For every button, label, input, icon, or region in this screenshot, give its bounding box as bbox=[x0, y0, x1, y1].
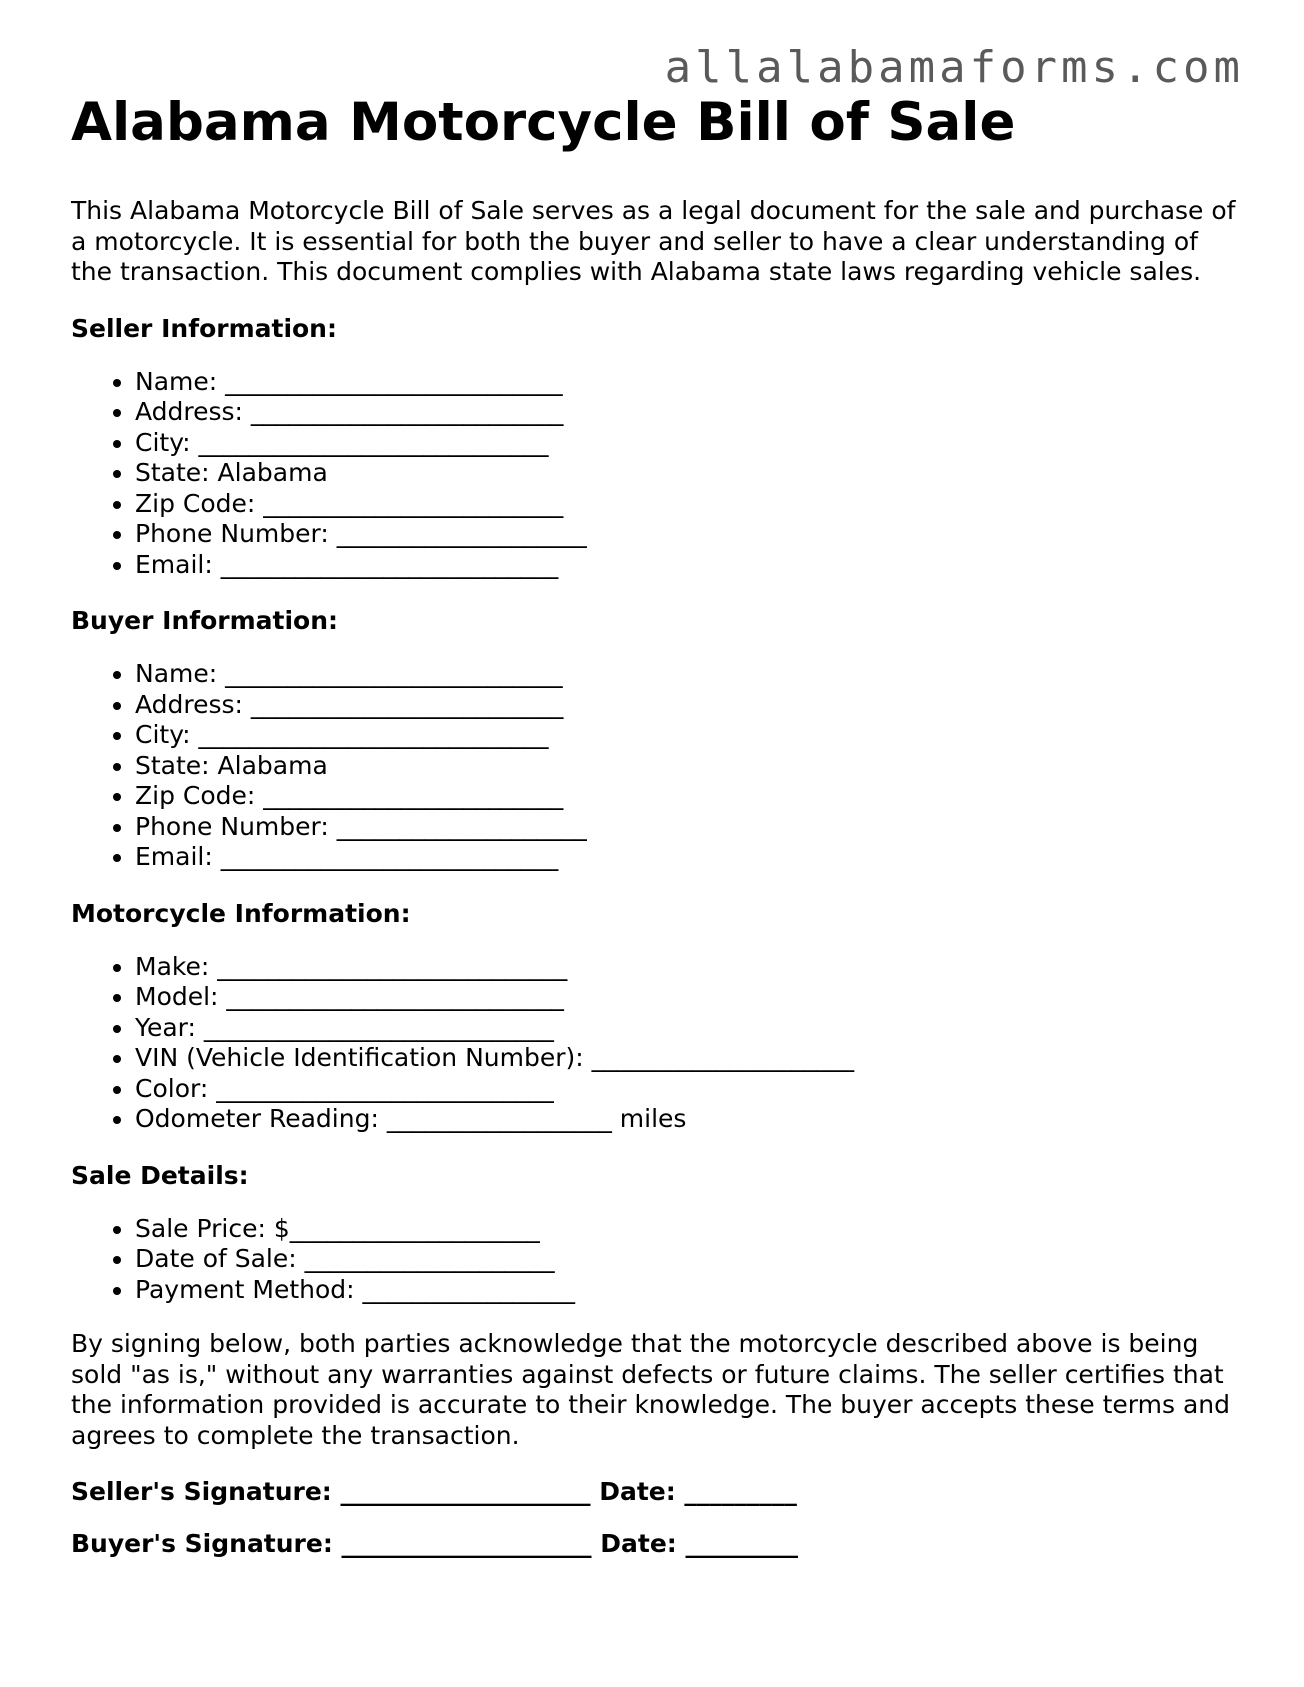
document-title: Alabama Motorcycle Bill of Sale bbox=[71, 92, 1016, 153]
buyer-zip-field[interactable]: • Zip Code: ________________________ bbox=[135, 781, 1241, 812]
buyer-address-field[interactable]: • Address: _________________________ bbox=[135, 690, 1241, 721]
seller-city-field[interactable]: • City: ____________________________ bbox=[135, 428, 1241, 459]
sale-heading: Sale Details: bbox=[71, 1160, 249, 1190]
motorcycle-section bbox=[71, 897, 1241, 1135]
seller-address-field[interactable]: • Address: _________________________ bbox=[135, 397, 1241, 428]
buyer-field-list bbox=[71, 659, 1241, 873]
motorcycle-color-field[interactable]: • Color: ___________________________ bbox=[135, 1074, 1241, 1105]
motorcycle-odometer-field[interactable]: • Odometer Reading: __________________ miles bbox=[135, 1104, 1241, 1135]
document-body bbox=[71, 88, 1241, 1560]
motorcycle-year-field[interactable]: • Year: ____________________________ bbox=[135, 1013, 1241, 1044]
seller-zip-field[interactable]: • Zip Code: ________________________ bbox=[135, 489, 1241, 520]
acknowledgement-paragraph: By signing below, both parties acknowledge that the motorcycle described above is being sold "as is," without any warranties against defects or future claims. The seller certifies that the information provided is accurate to their knowledge. The buyer accepts these terms and agrees to complete the transaction. bbox=[71, 1329, 1231, 1450]
sale-price-field[interactable]: • Sale Price: $____________________ bbox=[135, 1214, 1241, 1245]
site-watermark: allalabamaforms.com bbox=[664, 42, 1244, 93]
buyer-city-field[interactable]: • City: ____________________________ bbox=[135, 720, 1241, 751]
buyer-heading: Buyer Information: bbox=[71, 606, 339, 635]
seller-section bbox=[71, 312, 1241, 581]
seller-state-field: • State: Alabama bbox=[135, 458, 1241, 489]
motorcycle-model-field[interactable]: • Model: ___________________________ bbox=[135, 982, 1241, 1013]
buyer-phone-field[interactable]: • Phone Number: ____________________ bbox=[135, 812, 1241, 843]
sale-field-list bbox=[71, 1214, 1241, 1306]
motorcycle-heading: Motorcycle Information: bbox=[71, 898, 411, 928]
seller-heading: Seller Information: bbox=[71, 313, 337, 343]
sale-section bbox=[71, 1159, 1241, 1306]
intro-paragraph: This Alabama Motorcycle Bill of Sale serves as a legal document for the sale and purchase of a motorcycle. It is essential for both the buyer and seller to have a clear understanding of the transaction. This document complies with Alabama state laws regarding vehicle sales. bbox=[71, 196, 1236, 286]
payment-method-field[interactable]: • Payment Method: _________________ bbox=[135, 1275, 1241, 1306]
seller-phone-field[interactable]: • Phone Number: ____________________ bbox=[135, 519, 1241, 550]
motorcycle-field-list bbox=[71, 952, 1241, 1135]
buyer-state-field: • State: Alabama bbox=[135, 751, 1241, 782]
buyer-email-field[interactable]: • Email: ___________________________ bbox=[135, 842, 1241, 873]
buyer-signature-line[interactable]: Buyer's Signature: ____________________ Date: _________ bbox=[71, 1529, 798, 1558]
motorcycle-vin-field[interactable]: • VIN (Vehicle Identification Number): _____________________ bbox=[135, 1043, 1241, 1074]
seller-field-list bbox=[71, 367, 1241, 581]
buyer-section bbox=[71, 604, 1241, 873]
buyer-name-field[interactable]: • Name: ___________________________ bbox=[135, 659, 1241, 690]
motorcycle-make-field[interactable]: • Make: ____________________________ bbox=[135, 952, 1241, 983]
seller-name-field[interactable]: • Name: ___________________________ bbox=[135, 367, 1241, 398]
seller-email-field[interactable]: • Email: ___________________________ bbox=[135, 550, 1241, 581]
sale-date-field[interactable]: • Date of Sale: ____________________ bbox=[135, 1244, 1241, 1275]
seller-signature-line[interactable]: Seller's Signature: ____________________ Date: _________ bbox=[71, 1477, 797, 1506]
